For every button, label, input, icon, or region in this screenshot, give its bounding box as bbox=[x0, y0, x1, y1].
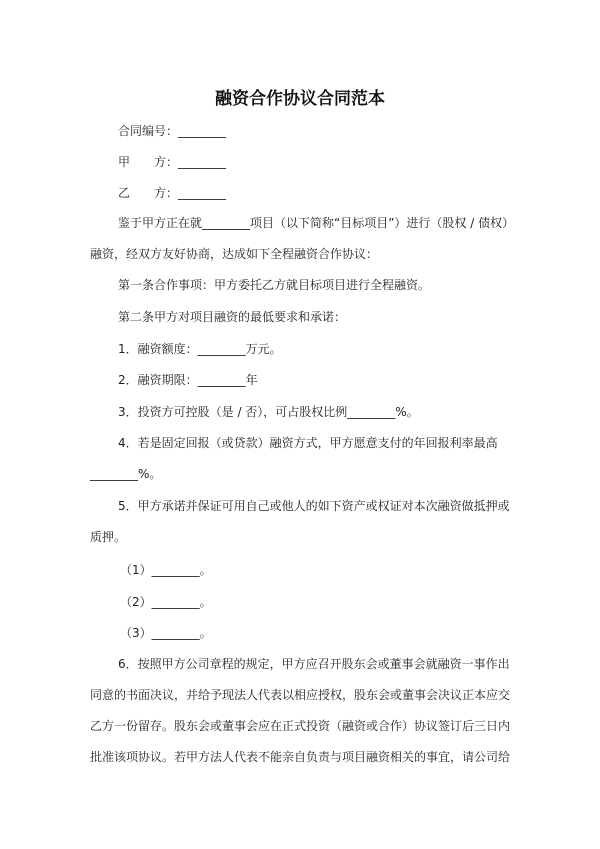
text-line: 3．投资方可控股（是 / 否），可占股权比例________%。 bbox=[118, 405, 419, 419]
text-line: 2．融资期限：________年 bbox=[118, 373, 258, 387]
text-line: （1）________。 bbox=[120, 563, 212, 577]
text-line: 乙方一份留存。股东会或董事会应在正式投资（融资或合作）协议签订后三日内 bbox=[90, 719, 511, 733]
text-line: 5．甲方承诺并保证可用自己或他人的如下资产或权证对本次融资做抵押或 bbox=[118, 499, 510, 513]
text-line: 第二条甲方对项目融资的最低要求和承诺： bbox=[118, 310, 347, 324]
text-line: 甲 方：________ bbox=[118, 155, 227, 169]
text-line: （2）________。 bbox=[120, 595, 212, 609]
text-line: 批准该项协议。若甲方法人代表不能亲自负责与项目融资相关的事宜，请公司给 bbox=[90, 750, 511, 764]
text-line: 合同编号：________ bbox=[118, 124, 227, 138]
text-line: ________%。 bbox=[90, 467, 162, 481]
text-line: 6．按照甲方公司章程的规定，甲方应召开股东会或董事会就融资一事作出 bbox=[118, 657, 510, 671]
document-title: 融资合作协议合同范本 bbox=[215, 89, 385, 109]
text-line: 同意的书面决议，并给予现法人代表以相应授权，股东会或董事会决议正本应交 bbox=[90, 688, 511, 702]
text-line: 鉴于甲方正在就________项目（以下简称“目标项目”）进行（股权 / 债权） bbox=[118, 216, 515, 230]
text-line: （3）________。 bbox=[120, 626, 212, 640]
text-line: 1．融资额度：________万元。 bbox=[118, 342, 282, 356]
text-line: 第一条合作事项：甲方委托乙方就目标项目进行全程融资。 bbox=[118, 278, 431, 292]
text-line: 质押。 bbox=[90, 530, 127, 544]
text-line: 乙 方：________ bbox=[118, 186, 227, 200]
text-line: 4．若是固定回报（或贷款）融资方式，甲方愿意支付的年回报利率最高 bbox=[118, 436, 498, 450]
text-line: 融资，经双方友好协商，达成如下全程融资合作协议： bbox=[90, 247, 379, 261]
